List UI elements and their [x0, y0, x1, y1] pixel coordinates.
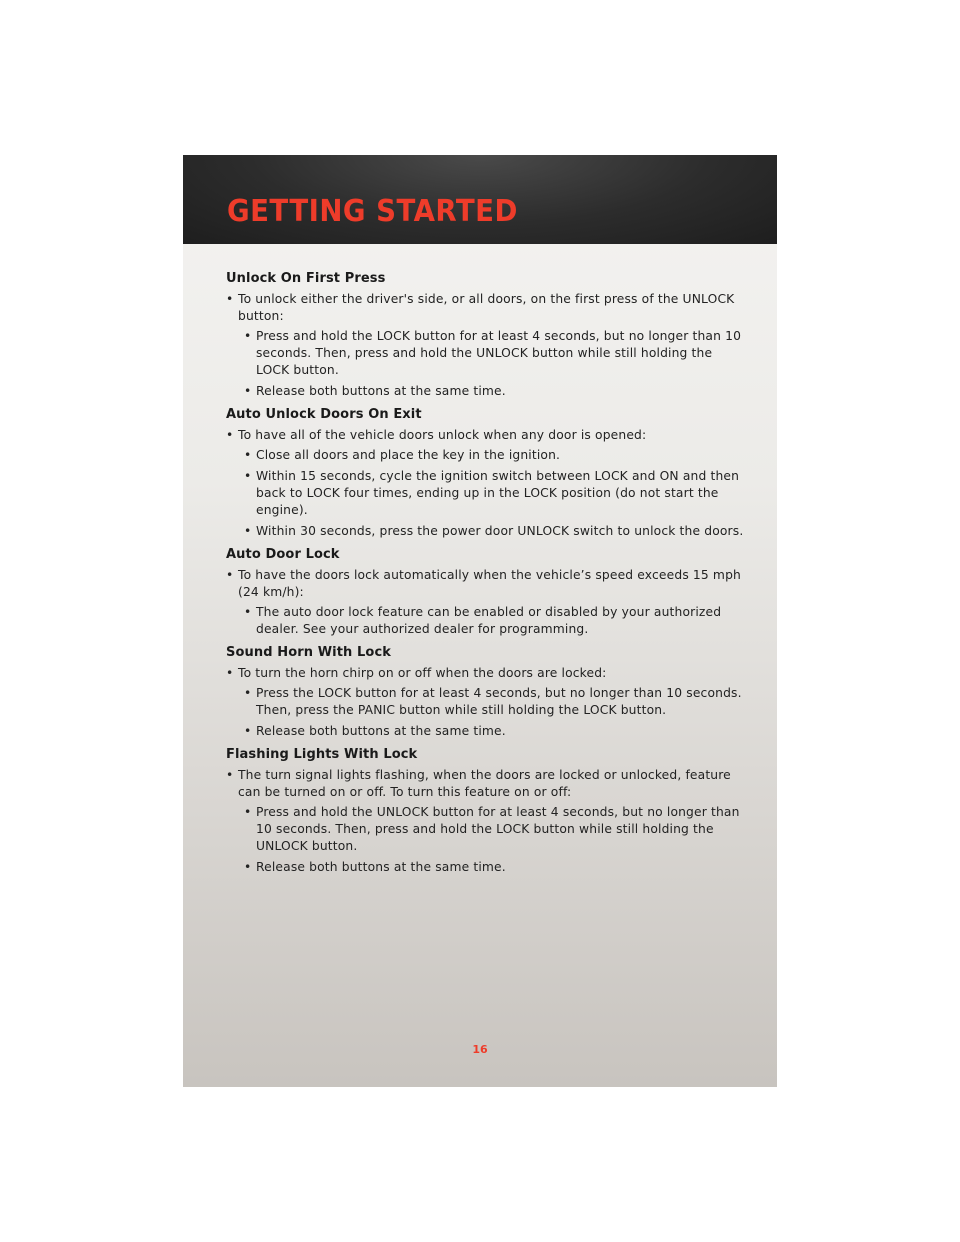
sub-bullet-item: • Release both buttons at the same time. [226, 723, 746, 740]
bullet-item: • To have all of the vehicle doors unlock when any door is opened: [226, 427, 746, 444]
section-auto-unlock-doors [226, 406, 746, 540]
bullet-item: • To unlock either the driver's side, or all doors, on the first press of the UNLOCK button: [226, 291, 746, 325]
sub-bullet-item: • Press and hold the UNLOCK button for at least 4 seconds, but no longer than 10 seconds. Then, press and hold the LOCK button while still holding the UNLOCK button. [226, 804, 746, 855]
section-heading: Auto Door Lock [226, 547, 340, 562]
sub-bullet-item: • Release both buttons at the same time. [226, 859, 746, 876]
sub-bullet-item: • Within 30 seconds, press the power door UNLOCK switch to unlock the doors. [226, 523, 746, 540]
page-number: 16 [472, 1043, 488, 1056]
sub-bullet-item: • Press the LOCK button for at least 4 seconds, but no longer than 10 seconds. Then, press the PANIC button while still holding the LOCK button. [226, 685, 746, 719]
manual-page [183, 155, 777, 1087]
section-heading: Auto Unlock Doors On Exit [226, 407, 422, 422]
bullet-item: • To turn the horn chirp on or off when the doors are locked: [226, 665, 746, 682]
section-sound-horn-with-lock [226, 644, 746, 740]
section-title: GETTING STARTED [227, 194, 518, 229]
section-unlock-first-press [226, 270, 746, 400]
section-flashing-lights-with-lock [226, 746, 746, 876]
sub-bullet-item: • Within 15 seconds, cycle the ignition switch between LOCK and ON and then back to LOCK four times, ending up in the LOCK position (do not start the engine). [226, 468, 746, 519]
sub-bullet-item: • The auto door lock feature can be enabled or disabled by your authorized dealer. See your authorized dealer for programming. [226, 604, 746, 638]
section-auto-door-lock [226, 546, 746, 638]
sub-bullet-item: • Press and hold the LOCK button for at least 4 seconds, but no longer than 10 seconds. Then, press and hold the UNLOCK button while still holding the LOCK button. [226, 328, 746, 379]
sub-bullet-item: • Close all doors and place the key in the ignition. [226, 447, 746, 464]
sub-bullet-item: • Release both buttons at the same time. [226, 383, 746, 400]
section-heading: Sound Horn With Lock [226, 645, 391, 660]
page-content [226, 270, 746, 882]
section-heading: Flashing Lights With Lock [226, 747, 418, 762]
bullet-item: • To have the doors lock automatically when the vehicle’s speed exceeds 15 mph (24 km/h): [226, 567, 746, 601]
section-header-banner [183, 155, 777, 244]
section-heading: Unlock On First Press [226, 271, 386, 286]
bullet-item: • The turn signal lights flashing, when the doors are locked or unlocked, feature can be turned on or off. To turn this feature on or off: [226, 767, 746, 801]
